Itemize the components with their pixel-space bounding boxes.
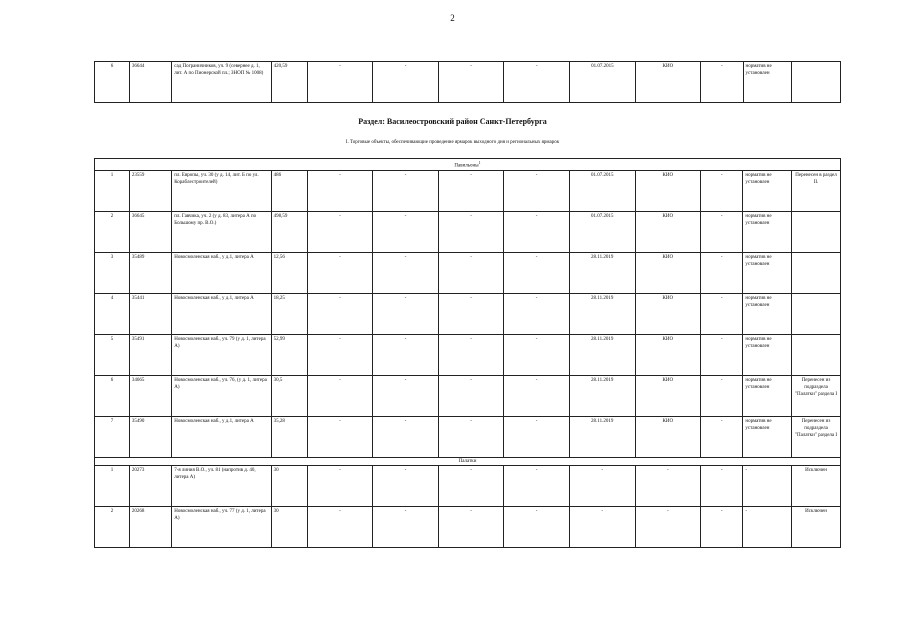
- organization-cell: КИО: [635, 170, 701, 211]
- date-cell: -: [569, 465, 635, 506]
- dash-cell: -: [701, 211, 743, 252]
- dash-cell: -: [438, 465, 504, 506]
- dash-cell: -: [438, 375, 504, 416]
- object-id-cell: 35490: [129, 416, 171, 457]
- group-label: Палатки: [458, 458, 477, 464]
- dash-cell: -: [701, 293, 743, 334]
- date-cell: 28.11.2019: [569, 293, 635, 334]
- table-row: [95, 506, 841, 547]
- table-row: [95, 211, 841, 252]
- dash-cell: -: [438, 293, 504, 334]
- dash-cell: -: [307, 170, 373, 211]
- area-cell: 498,59: [271, 211, 307, 252]
- dash-cell: -: [504, 62, 570, 103]
- address-cell: Новосмоленская наб., уч. 79 (у д. 1, литера А): [172, 334, 271, 375]
- dash-cell: -: [504, 506, 570, 547]
- category-title: I. Торговые объекты, обеспечивающие проведение ярмарок выходного дня и региональных ярмарок: [345, 140, 560, 145]
- area-cell: 52,99: [271, 334, 307, 375]
- dash-cell: -: [307, 252, 373, 293]
- dash-cell: -: [438, 170, 504, 211]
- dash-cell: -: [504, 293, 570, 334]
- norm-cell: норматив не установлен: [743, 211, 792, 252]
- date-cell: 01.07.2015: [570, 62, 636, 103]
- address-cell: Новосмоленская наб., у д.1, литера А: [172, 416, 271, 457]
- area-cell: 30,5: [271, 375, 307, 416]
- group-header-row: [95, 159, 841, 171]
- organization-cell: КИО: [635, 334, 701, 375]
- norm-cell: норматив не установлен: [743, 334, 792, 375]
- date-cell: 01.07.2015: [569, 170, 635, 211]
- main-table: [94, 158, 841, 548]
- dash-cell: -: [373, 170, 439, 211]
- area-cell: 420,59: [271, 62, 307, 103]
- date-cell: 28.11.2019: [569, 252, 635, 293]
- dash-cell: -: [307, 211, 373, 252]
- section-title: Раздел: Василеостровский район Санкт-Петербурга: [358, 117, 547, 126]
- dash-cell: -: [307, 465, 373, 506]
- norm-cell: норматив не установлен: [743, 252, 792, 293]
- dash-cell: -: [373, 465, 439, 506]
- dash-cell: -: [701, 334, 743, 375]
- dash-cell: -: [307, 416, 373, 457]
- note-cell: Перенесен в раздел II.: [792, 170, 841, 211]
- area-cell: 486: [271, 170, 307, 211]
- group-header-row: [95, 457, 841, 465]
- dash-cell: -: [307, 293, 373, 334]
- top-table: [94, 61, 841, 103]
- object-id-cell: 35491: [129, 334, 171, 375]
- address-cell: Новосмоленская наб., уч. 76, (у д. 1, литера А): [172, 375, 271, 416]
- organization-cell: КИО: [635, 62, 701, 103]
- dash-cell: -: [701, 375, 743, 416]
- row-number-cell: 1: [95, 170, 130, 211]
- table-row: [95, 465, 841, 506]
- object-id-cell: 35441: [129, 293, 171, 334]
- dash-cell: -: [373, 375, 439, 416]
- organization-cell: КИО: [635, 211, 701, 252]
- area-cell: 30: [271, 506, 307, 547]
- dash-cell: -: [504, 170, 570, 211]
- row-number-cell: 7: [95, 416, 130, 457]
- note-cell: Перенесен из подраздела "Палатки" раздела I: [792, 416, 841, 457]
- dash-cell: -: [701, 252, 743, 293]
- address-cell: сад Пограничников, уч. 9 (севернее д. 1, лит. А по Пионерской пл.; ЗНОП № 1008): [172, 62, 271, 103]
- dash-cell: -: [701, 170, 743, 211]
- norm-cell: норматив не установлен: [743, 416, 792, 457]
- row-number-cell: 3: [95, 252, 130, 293]
- row-number-cell: 2: [95, 211, 130, 252]
- date-cell: 28.11.2019: [569, 334, 635, 375]
- dash-cell: -: [701, 416, 743, 457]
- note-cell: [792, 334, 841, 375]
- note-cell: Перенесен из подраздела "Палатки" раздела I: [792, 375, 841, 416]
- dash-cell: -: [504, 211, 570, 252]
- page-number: 2: [450, 13, 455, 23]
- date-cell: -: [569, 506, 635, 547]
- object-id-cell: 23559: [129, 170, 171, 211]
- norm-cell: норматив не установлен: [743, 170, 792, 211]
- organization-cell: -: [635, 465, 701, 506]
- address-cell: пл. Гавчика, уч. 2 (у д. 83, литера А по Большому пр. В.О.): [172, 211, 271, 252]
- dash-cell: -: [504, 252, 570, 293]
- dash-cell: -: [701, 506, 743, 547]
- group-label: Павильоны: [454, 163, 479, 169]
- dash-cell: -: [438, 506, 504, 547]
- organization-cell: КИО: [635, 375, 701, 416]
- dash-cell: -: [504, 465, 570, 506]
- organization-cell: КИО: [635, 252, 701, 293]
- area-cell: 18,25: [271, 293, 307, 334]
- dash-cell: -: [438, 252, 504, 293]
- area-cell: 30: [271, 465, 307, 506]
- group-header: [95, 457, 841, 465]
- dash-cell: -: [307, 334, 373, 375]
- dash-cell: -: [701, 62, 743, 103]
- date-cell: 28.11.2019: [569, 375, 635, 416]
- address-cell: Новосмоленская наб., у д.1, литера А: [172, 252, 271, 293]
- dash-cell: -: [504, 334, 570, 375]
- table-row: [95, 170, 841, 211]
- row-number-cell: 6: [95, 62, 130, 103]
- dash-cell: -: [504, 375, 570, 416]
- dash-cell: -: [373, 293, 439, 334]
- address-cell: пл. Европы, уч. 30 (у д. 14, лит. Б по ул. Кораблестроителей): [172, 170, 271, 211]
- object-id-cell: 20268: [129, 506, 171, 547]
- note-cell: [792, 252, 841, 293]
- table-row: [95, 375, 841, 416]
- dash-cell: -: [307, 62, 373, 103]
- dash-cell: -: [438, 211, 504, 252]
- note-cell: [792, 211, 841, 252]
- address-cell: Новосмоленская наб., уч. 77 (у д. 1, литера А): [172, 506, 271, 547]
- organization-cell: -: [635, 506, 701, 547]
- row-number-cell: 6: [95, 375, 130, 416]
- row-number-cell: 5: [95, 334, 130, 375]
- row-number-cell: 2: [95, 506, 130, 547]
- note-cell: Исключен: [792, 465, 841, 506]
- group-header: [95, 159, 841, 171]
- dash-cell: -: [373, 211, 439, 252]
- object-id-cell: 34665: [129, 375, 171, 416]
- note-cell: [792, 293, 841, 334]
- dash-cell: -: [373, 506, 439, 547]
- dash-cell: -: [438, 416, 504, 457]
- dash-cell: -: [701, 465, 743, 506]
- dash-cell: -: [373, 416, 439, 457]
- table-row: [95, 416, 841, 457]
- dash-cell: -: [438, 62, 504, 103]
- table-row: [95, 252, 841, 293]
- dash-cell: -: [373, 252, 439, 293]
- object-id-cell: 35489: [129, 252, 171, 293]
- date-cell: 28.11.2019: [569, 416, 635, 457]
- row-number-cell: 1: [95, 465, 130, 506]
- table-row: [95, 293, 841, 334]
- dash-cell: -: [373, 334, 439, 375]
- address-cell: Новосмоленская наб., у д.1, литера А: [172, 293, 271, 334]
- row-number-cell: 4: [95, 293, 130, 334]
- norm-cell: норматив не установлен: [743, 375, 792, 416]
- dash-cell: -: [504, 416, 570, 457]
- dash-cell: -: [307, 375, 373, 416]
- organization-cell: КИО: [635, 293, 701, 334]
- norm-cell: -: [743, 465, 792, 506]
- table-row: [95, 62, 841, 103]
- area-cell: 12,56: [271, 252, 307, 293]
- norm-cell: норматив не установлен: [743, 293, 792, 334]
- note-cell: Исключен: [792, 506, 841, 547]
- object-id-cell: 36645: [129, 211, 171, 252]
- note-cell: [792, 62, 841, 103]
- date-cell: 01.07.2015: [569, 211, 635, 252]
- object-id-cell: 36644: [129, 62, 171, 103]
- dash-cell: -: [307, 506, 373, 547]
- norm-cell: норматив не установлен: [743, 62, 792, 103]
- address-cell: 7-я линия В.О., уч. 81 (напротив д. 40, литера А): [172, 465, 271, 506]
- organization-cell: КИО: [635, 416, 701, 457]
- area-cell: 35,28: [271, 416, 307, 457]
- object-id-cell: 20273: [129, 465, 171, 506]
- dash-cell: -: [373, 62, 439, 103]
- footnote-marker: 1: [478, 160, 481, 165]
- norm-cell: -: [743, 506, 792, 547]
- dash-cell: -: [438, 334, 504, 375]
- table-row: [95, 334, 841, 375]
